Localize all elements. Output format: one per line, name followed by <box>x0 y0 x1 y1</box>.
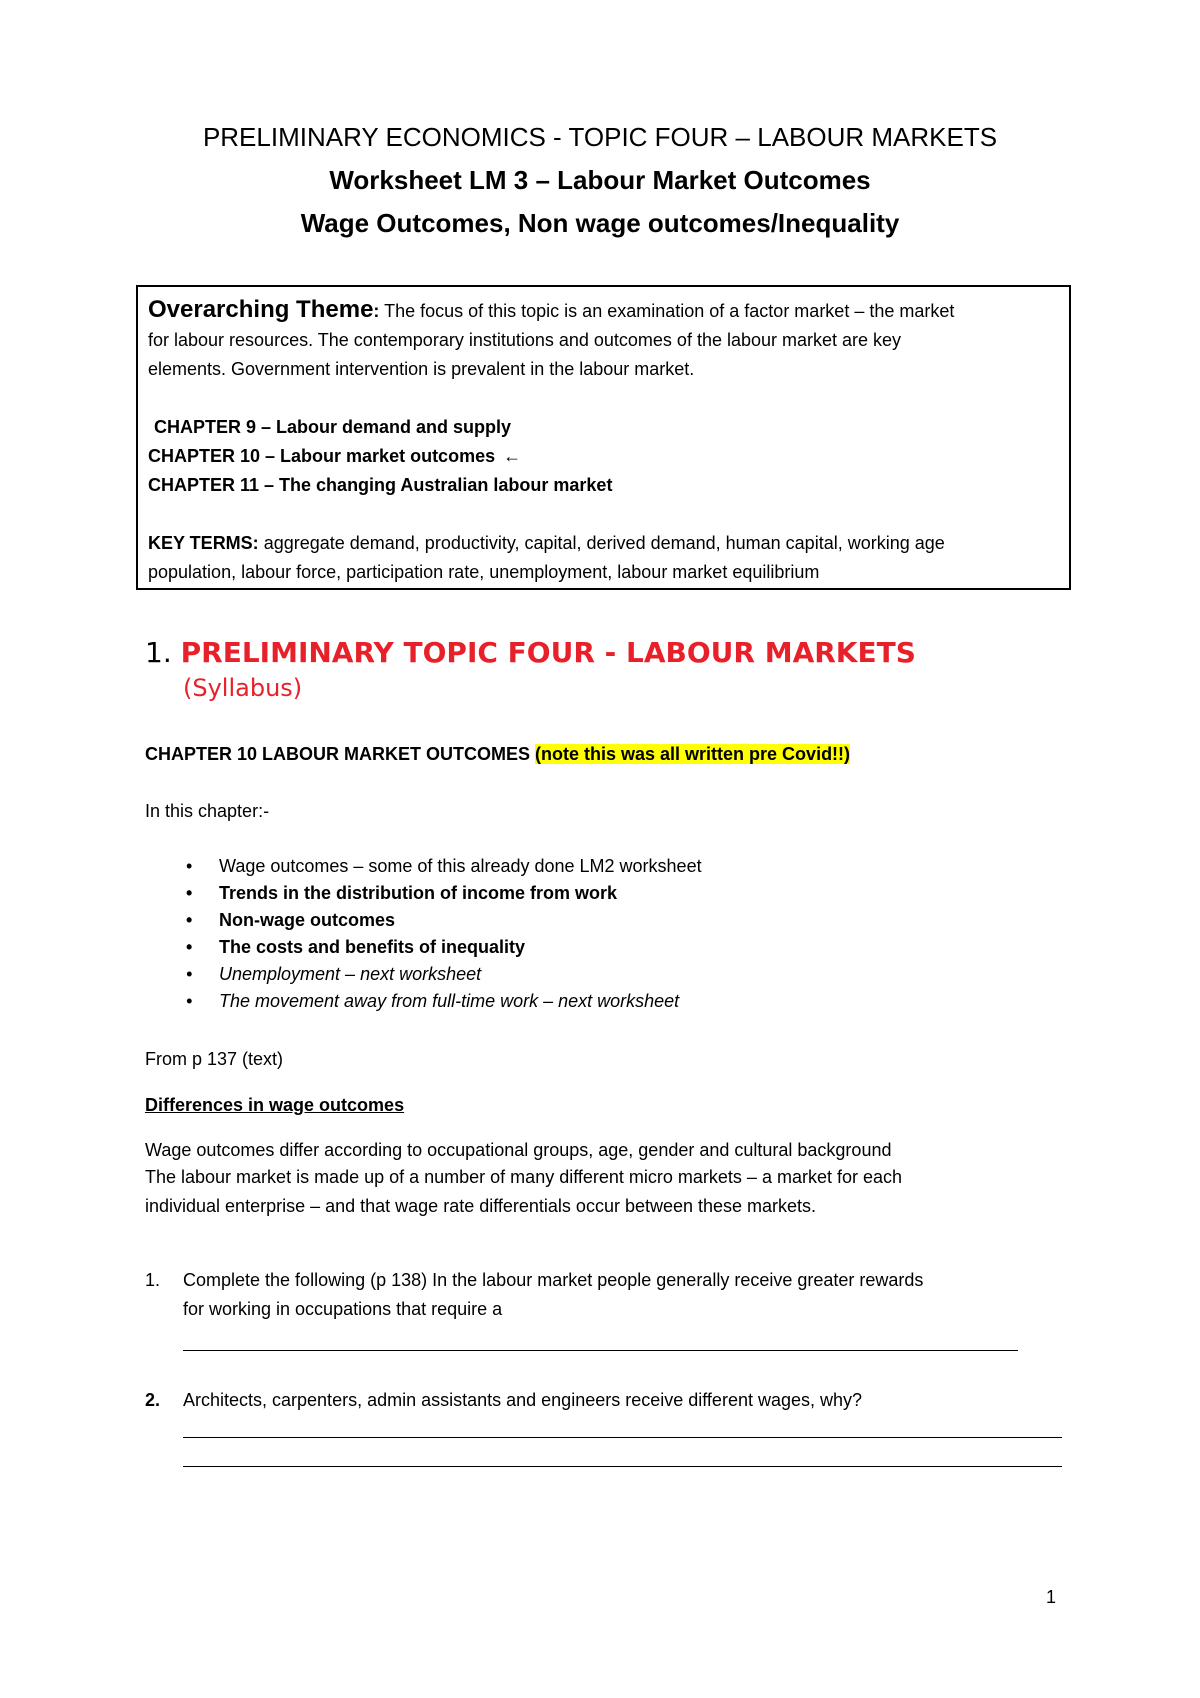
bullet-icon: • <box>186 937 193 957</box>
section-number: 1. <box>145 636 172 669</box>
bullet-icon: • <box>186 910 193 930</box>
chapter-10-line <box>148 442 1059 471</box>
spacer <box>148 500 1059 529</box>
section-title-text: PRELIMINARY TOPIC FOUR - LABOUR MARKETS <box>180 636 916 669</box>
bullet-icon: • <box>186 964 193 984</box>
question-text-line2: for working in occupations that require a <box>183 1299 503 1319</box>
list-item-text: Unemployment – next worksheet <box>219 964 482 984</box>
question-number: 1. <box>145 1270 161 1290</box>
list-item-text: The movement away from full-time work – next worksheet <box>219 991 680 1011</box>
question-1 <box>145 1266 923 1324</box>
bullet-icon: • <box>186 856 193 876</box>
worksheet-subtitle: Wage Outcomes, Non wage outcomes/Inequality <box>300 208 900 238</box>
chapter-topics-list <box>145 853 702 1015</box>
key-terms-line1 <box>148 529 1059 558</box>
key-terms-text: aggregate demand, productivity, capital, derived demand, human capital, working age <box>258 533 945 553</box>
question-text-line1: Architects, carpenters, admin assistants and engineers receive different wages, why? <box>183 1390 863 1410</box>
key-terms-line2: population, labour force, participation rate, unemployment, labour market equilibrium <box>148 562 820 582</box>
list-item <box>145 880 702 907</box>
chapter-heading-text: CHAPTER 10 LABOUR MARKET OUTCOMES <box>145 744 536 764</box>
chapter-note-highlight: (note this was all written pre Covid!!) <box>535 744 851 764</box>
theme-title: Overarching Theme <box>148 296 374 323</box>
question-2 <box>145 1386 862 1415</box>
section-subtitle: (Syllabus) <box>183 674 303 702</box>
chapter-intro: In this chapter:- <box>145 801 270 821</box>
theme-title-colon: : <box>373 301 380 321</box>
list-item-text: Trends in the distribution of income from work <box>219 883 618 903</box>
list-item-text: Non-wage outcomes <box>219 910 396 930</box>
theme-intro-line2: for labour resources. The contemporary institutions and outcomes of the labour market are key <box>148 330 902 350</box>
key-terms-label: KEY TERMS: <box>148 533 259 553</box>
subheading: Differences in wage outcomes <box>145 1095 405 1115</box>
chapter-11-line: CHAPTER 11 – The changing Australian labour market <box>148 475 613 495</box>
page-number: 1 <box>1046 1587 1057 1607</box>
chapter-9-line: CHAPTER 9 – Labour demand and supply <box>154 417 512 437</box>
spacer <box>148 384 1059 413</box>
bullet-icon: • <box>186 883 193 903</box>
answer-line[interactable] <box>183 1350 1018 1351</box>
overarching-theme-box <box>136 285 1071 590</box>
list-item-text: Wage outcomes – some of this already done LM2 worksheet <box>219 856 702 876</box>
list-item <box>145 961 702 988</box>
theme-intro-line1: The focus of this topic is an examination of a factor market – the market <box>379 301 955 321</box>
paragraph-line3: individual enterprise – and that wage rate differentials occur between these markets. <box>145 1196 817 1216</box>
answer-line[interactable] <box>183 1437 1062 1438</box>
list-item <box>145 907 702 934</box>
worksheet-title: Worksheet LM 3 – Labour Market Outcomes <box>329 165 871 195</box>
list-item-text: The costs and benefits of inequality <box>219 937 526 957</box>
question-text-line1: Complete the following (p 138) In the labour market people generally receive greater rewards <box>183 1270 924 1290</box>
list-item <box>145 853 702 880</box>
question-number: 2. <box>145 1390 161 1410</box>
chapter-heading <box>145 740 850 769</box>
paragraph-line1: Wage outcomes differ according to occupational groups, age, gender and cultural background <box>145 1140 892 1160</box>
header-title: PRELIMINARY ECONOMICS - TOPIC FOUR – LABOUR MARKETS <box>202 122 998 152</box>
list-item <box>145 934 702 961</box>
theme-intro <box>148 295 1059 326</box>
theme-intro-line3: elements. Government intervention is prevalent in the labour market. <box>148 359 695 379</box>
left-arrow-icon: ← <box>503 446 522 466</box>
paragraph-line2: The labour market is made up of a number of many different micro markets – a market for each <box>145 1167 903 1187</box>
text-reference: From p 137 (text) <box>145 1049 284 1069</box>
answer-line[interactable] <box>183 1466 1062 1467</box>
bullet-icon: • <box>186 991 193 1011</box>
chapter-10-text: CHAPTER 10 – Labour market outcomes <box>148 446 496 466</box>
list-item <box>145 988 702 1015</box>
section-title <box>145 636 916 670</box>
